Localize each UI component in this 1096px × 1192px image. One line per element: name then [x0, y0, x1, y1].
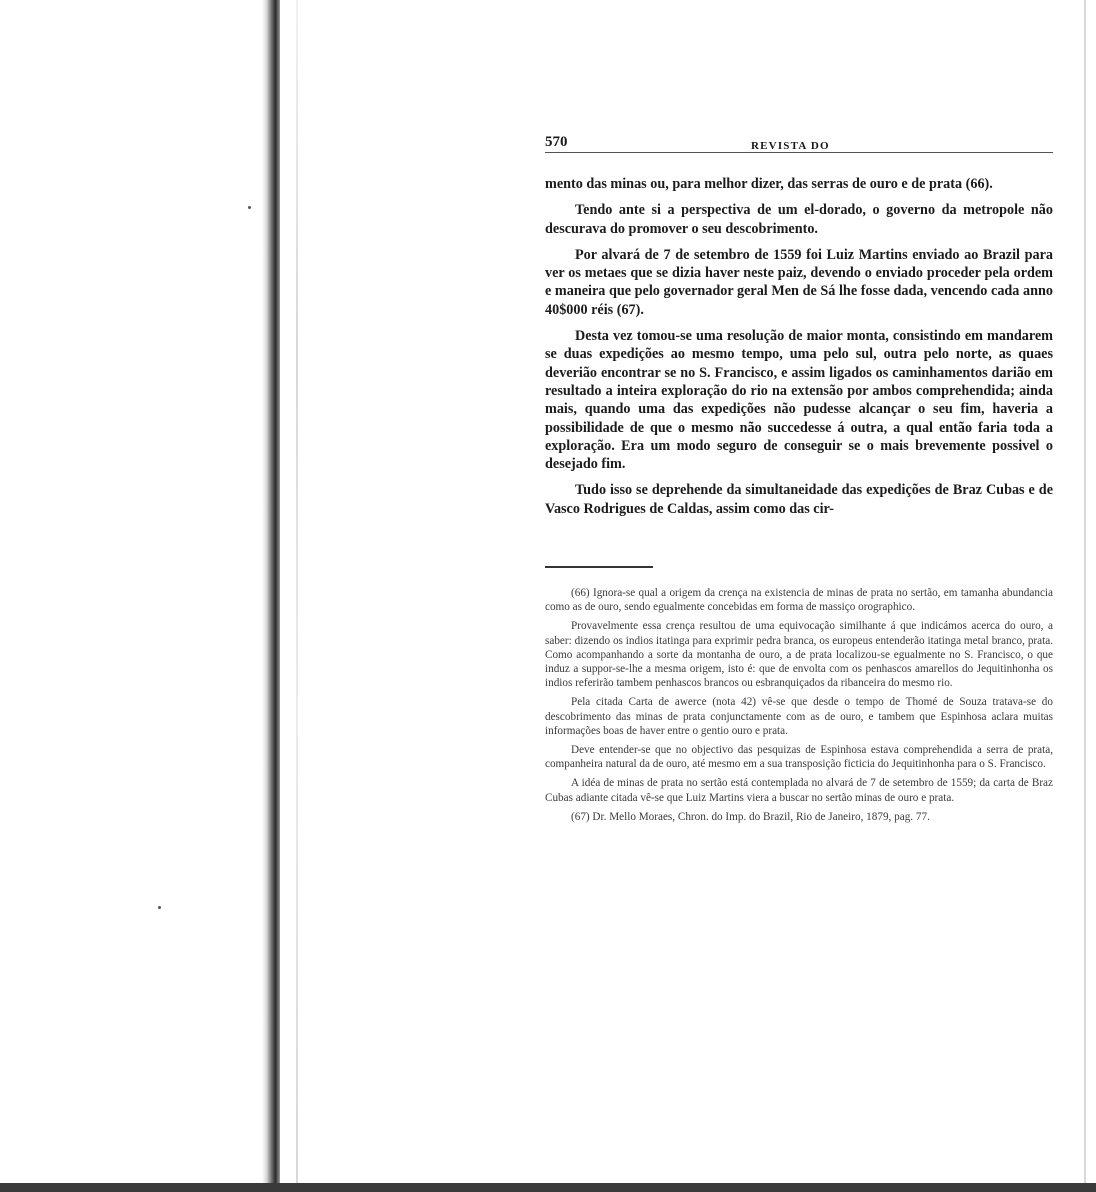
footnote: Provavelmente essa crença resultou de uma equivocação similhante á que indicámos acerca do ouro, a saber: dizendo os indios itatinga para exprimir pedra branca, os europeus entenderão itatinga metal branco, prata. Como acompanhando a sorte da montanha de ouro, a de prata localizou-se egualmente no S. Francisco, o que induz a suppor-se-lhe a mesma origem, isto é: que de envolta com os penhascos amarellos do Jequitinhonha os indios referirão tambem penhascos brancos ou esbranquiçados da ribanceira do mesmo rio. — [545, 620, 1053, 690]
book-page — [545, 130, 1053, 829]
footnote: A idéa de minas de prata no sertão está contemplada no alvará de 7 de setembro de 1559; da carta de Braz Cubas adiante citada vê-se que Luiz Martins viera a buscar no sertão minas de ouro e prata. — [545, 777, 1053, 804]
page-edge — [1084, 0, 1086, 1192]
paragraph: mento das minas ou, para melhor dizer, das serras de ouro e de prata (66). — [545, 176, 993, 192]
running-head — [545, 130, 1053, 153]
footnote: Deve entender-se que no objectivo das pesquizas de Espinhosa estava comprehendida a serra de prata, companheira natural da de ouro, até mesmo em a sua transposição ficticia do Jequitinhonha para o S. Francisco. — [545, 744, 1053, 771]
footnote: (67) Dr. Mello Moraes, Chron. do Imp. do Brazil, Rio de Janeiro, 1879, pag. 77. — [571, 810, 930, 823]
footnote: (66) Ignora-se qual a origem da crença na existencia de minas de prata no sertão, em tamanha abundancia como as de ouro, sendo egualmente concebidas em forma de massiço orographico. — [545, 587, 1053, 614]
scan-speck — [158, 906, 161, 909]
paragraph: Desta vez tomou-se uma resolução de maior monta, consistindo em mandarem se duas expedições ao mesmo tempo, uma pelo sul, outra pelo norte, as quaes deverião encontrar se no S. Francisco, e assim ligados os caminhamentos darião em resultado a inteira exploração do rio na extensão por ambos comprehendida; ainda mais, quando uma das expedições não pudesse alcançar o seu fim, haveria a possibilidade de que o mesmo não succedesse á outra, a qual então faria toda a exploração. Era um modo seguro de conseguir se o mais brevemente possivel o desejado fim. — [545, 328, 1053, 473]
journal-title: REVISTA DO — [751, 140, 830, 152]
paragraph: Por alvará de 7 de setembro de 1559 foi Luiz Martins enviado ao Brazil para ver os metaes que se dizia haver neste paiz, devendo o enviado proceder pela ordem e maneira que pelo governador geral Men de Sá lhe fosse dada, vencendo cada anno 40$000 réis (67). — [545, 246, 1053, 318]
body-text — [545, 175, 1053, 518]
gutter-shadow — [296, 0, 298, 1192]
book-gutter — [262, 0, 280, 1192]
footnote-divider — [545, 566, 653, 568]
paragraph: Tendo ante si a perspectiva de um el-dorado, o governo da metropole não descurava do promover o seu descobrimento. — [545, 202, 1053, 237]
footnotes — [545, 586, 1053, 824]
scan-speck — [248, 206, 251, 209]
paragraph: Tudo isso se deprehende da simultaneidade das expedições de Braz Cubas e de Vasco Rodrigues de Caldas, assim como das cir- — [545, 482, 1053, 517]
scan-bottom-edge — [0, 1183, 1096, 1192]
footnote: Pela citada Carta de awerce (nota 42) vê-se que desde o tempo de Thomé de Souza tratava-se do descobrimento das minas de prata conjunctamente com as de ouro, e tambem que Espinhosa aclara muitas informações boas de haver entre o gentio ouro e prata. — [545, 696, 1053, 737]
page-number: 570 — [545, 134, 568, 150]
